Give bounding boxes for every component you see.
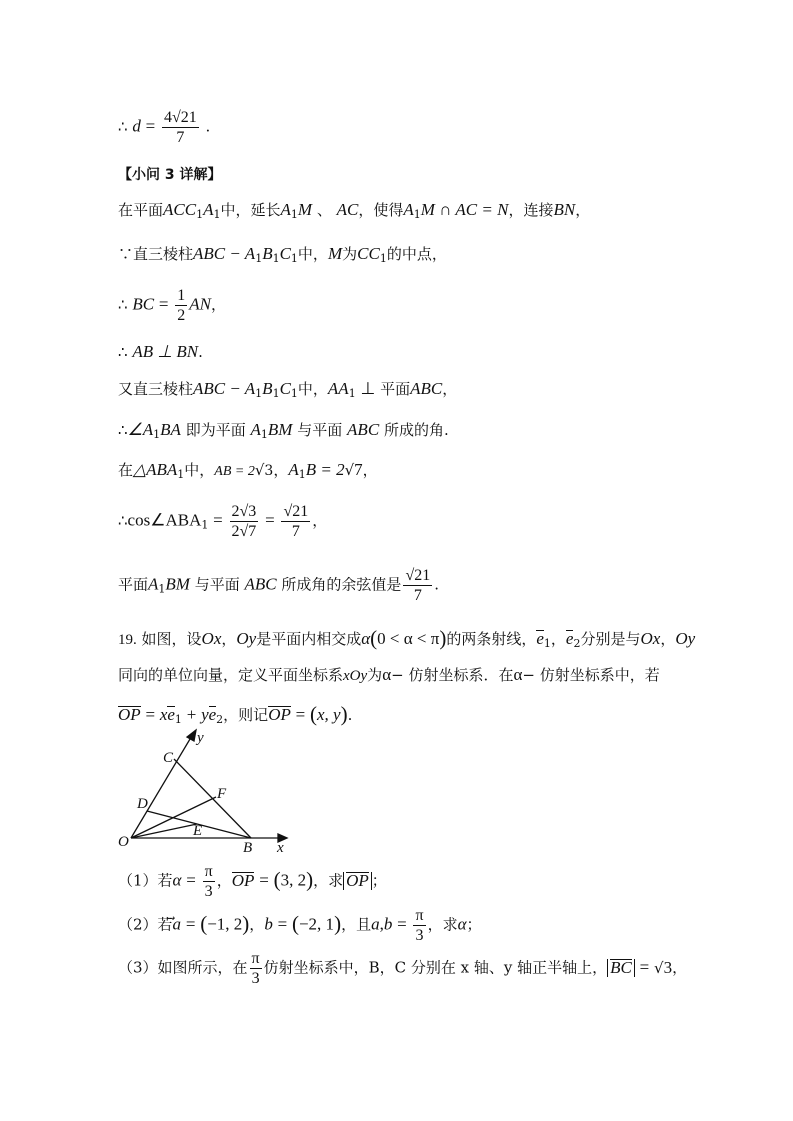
question-2 xyxy=(118,906,482,945)
m: A xyxy=(280,200,291,219)
t: . xyxy=(198,343,203,361)
t: . xyxy=(434,575,439,594)
m: 3, 2 xyxy=(280,870,307,890)
num: 2 xyxy=(231,503,240,520)
plus: + xyxy=(186,705,197,724)
eq: = xyxy=(277,914,288,934)
sub: 1 xyxy=(290,387,298,400)
radicand: 21 xyxy=(292,503,309,520)
text-line-6 xyxy=(118,342,203,362)
t: ， xyxy=(273,461,289,479)
question-1 xyxy=(118,862,387,901)
label-x: x xyxy=(277,840,284,856)
t: − 仿射坐标系．在 xyxy=(391,666,514,684)
section-heading: 【小问 3 详解】 xyxy=(118,167,222,183)
conclusion-d xyxy=(118,108,210,147)
t: 同向的单位向量，定义平面坐标系 xyxy=(118,666,344,684)
m: A xyxy=(148,574,159,594)
m: A xyxy=(250,420,261,439)
sub: 2 xyxy=(573,637,581,650)
t: 为 xyxy=(367,666,383,684)
t: ，求 xyxy=(313,871,344,890)
radicand: 21 xyxy=(180,109,197,126)
t: ， xyxy=(575,201,591,219)
t: 在 xyxy=(118,461,134,479)
radicand: 3 xyxy=(663,957,673,977)
period: . xyxy=(205,117,211,136)
sub: 1 xyxy=(272,387,280,400)
frac-sqrt21-7: $\frac{√21}{7}$ xyxy=(283,503,309,540)
eq: = xyxy=(213,510,223,530)
sub: 1 xyxy=(272,252,280,265)
t: （1）若 xyxy=(118,871,173,890)
t: ， xyxy=(210,295,226,314)
radicand: 7 xyxy=(248,523,257,540)
t: ， xyxy=(660,630,676,648)
m: Ox xyxy=(640,629,661,648)
m: a xyxy=(371,914,380,934)
t: ，且 xyxy=(341,915,372,934)
t: （2）若 xyxy=(118,915,173,934)
label-y: y xyxy=(197,730,204,746)
t: 中， xyxy=(184,461,215,479)
t: ， xyxy=(672,958,688,977)
vec-op: OP xyxy=(268,705,291,724)
eq: = xyxy=(397,914,407,934)
num: π xyxy=(415,907,424,924)
frac-pi-3 xyxy=(413,906,425,945)
t: ，则记 xyxy=(223,706,269,724)
t: 平面 xyxy=(380,380,411,398)
text-line-7 xyxy=(118,378,457,400)
m: ABC − A xyxy=(193,379,256,398)
paren: ) xyxy=(242,911,250,936)
text-line-10 xyxy=(118,502,327,541)
vec-op: OP xyxy=(118,705,141,724)
eq: = xyxy=(186,870,196,890)
frac-sqrt21-7: $\frac{√21}{7}$ xyxy=(405,567,431,604)
t: 为 xyxy=(342,245,358,263)
paren: ) xyxy=(439,626,447,650)
m: y xyxy=(201,705,209,724)
sub: 1 xyxy=(255,387,263,400)
t: 的中点， xyxy=(386,245,447,263)
num: π xyxy=(251,950,260,967)
radicand: 21 xyxy=(414,567,431,584)
paren: ( xyxy=(273,867,281,892)
t: 中， xyxy=(297,245,328,263)
vec-e1: e xyxy=(536,629,544,648)
paren: ) xyxy=(334,911,342,936)
text-line-9 xyxy=(118,459,378,481)
t: ，使得 xyxy=(358,201,404,219)
den: 3 xyxy=(415,927,424,944)
t: 平面 xyxy=(118,575,149,594)
t: 的两条射线， xyxy=(446,630,537,648)
vec-e1: e xyxy=(167,705,175,724)
m: A xyxy=(403,200,414,219)
t: （3）如图所示，在 xyxy=(118,958,248,977)
text-line-5 xyxy=(118,286,226,325)
paren: ( xyxy=(370,626,378,650)
paren: ) xyxy=(340,702,348,726)
label-C: C xyxy=(163,750,174,766)
t: 如图，设 xyxy=(141,630,202,648)
m: Ox xyxy=(201,629,222,648)
m: B xyxy=(262,379,273,398)
y-axis-arrow-icon xyxy=(187,730,196,741)
m: 0 < α < π xyxy=(377,629,440,648)
sub: 1 xyxy=(213,208,221,221)
t: 又直三棱柱 xyxy=(118,380,194,398)
sub: 1 xyxy=(298,468,306,481)
eq: = xyxy=(265,510,275,530)
sqrt-3: √3 xyxy=(254,461,274,479)
paren: ) xyxy=(306,867,314,892)
sub: 1 xyxy=(543,637,551,650)
t: ， xyxy=(221,630,237,648)
m: AC xyxy=(336,200,359,219)
m: α xyxy=(457,914,467,934)
m: M xyxy=(297,200,313,219)
text-line-4 xyxy=(118,243,447,265)
t: 与平面 xyxy=(194,575,240,594)
eq: = xyxy=(158,294,169,314)
eq: = xyxy=(145,116,156,136)
m: −1, 2 xyxy=(207,914,243,934)
text-line-11 xyxy=(118,566,439,605)
den: 7 xyxy=(413,587,422,604)
m: ABC xyxy=(410,379,443,398)
label-D: D xyxy=(137,796,148,812)
paren: ( xyxy=(200,911,208,936)
eq: = xyxy=(639,957,650,977)
vec-e2: e xyxy=(565,629,574,648)
sub: 1 xyxy=(177,468,185,481)
vec-bc: BC xyxy=(610,957,632,977)
frac-pi-3 xyxy=(250,949,262,988)
m: ABC − A xyxy=(193,244,256,263)
sub: 1 xyxy=(153,428,161,441)
label-O: O xyxy=(118,834,129,850)
m: BM xyxy=(165,574,190,594)
m: cos∠ABA xyxy=(127,510,202,530)
frac-4sqrt21-7 xyxy=(162,108,199,147)
t: 中，延长 xyxy=(220,201,281,219)
t: 分别是与 xyxy=(580,630,641,648)
m: BA xyxy=(160,420,181,439)
m: ABC xyxy=(244,574,277,594)
frac-pi-3 xyxy=(203,862,215,901)
vec-op: OP xyxy=(231,870,255,890)
t: 中， xyxy=(297,380,328,398)
m: △ABA xyxy=(133,460,178,479)
eq: = xyxy=(259,870,269,890)
sqrt-3: √3 xyxy=(654,957,673,977)
var-d: d xyxy=(132,116,141,136)
sub: 1 xyxy=(260,428,268,441)
m: A xyxy=(203,200,214,219)
m: AB ⊥ BN xyxy=(132,342,199,361)
sub: 1 xyxy=(379,252,387,265)
therefore-symbol: ∴ xyxy=(118,511,128,530)
t: 直三棱柱 xyxy=(133,245,194,263)
m: B = 2 xyxy=(305,460,345,479)
m: BM xyxy=(267,420,293,439)
frac-1-2 xyxy=(175,286,187,325)
m: AA xyxy=(327,379,349,398)
den: 7 xyxy=(291,523,300,540)
radicand: 3 xyxy=(248,503,257,520)
problem-19-line-1 xyxy=(118,626,695,651)
num: 4 xyxy=(163,109,172,126)
num: π xyxy=(204,863,213,880)
vec-e2: e xyxy=(208,705,217,724)
den: 7 xyxy=(176,129,185,146)
segment-OE xyxy=(131,824,197,838)
den: 2 xyxy=(231,523,240,540)
m: α xyxy=(382,665,392,684)
den: 3 xyxy=(251,970,260,987)
t: ，连接 xyxy=(508,201,554,219)
label-E: E xyxy=(193,823,203,839)
t: ， xyxy=(362,461,378,479)
radicand: 3 xyxy=(264,463,274,479)
sub: 1 xyxy=(201,518,209,532)
t: 所成的角. xyxy=(383,421,449,439)
sqrt-7: √7 xyxy=(344,460,363,479)
abs-op xyxy=(343,872,372,890)
m: C xyxy=(279,379,291,398)
m: AN xyxy=(189,294,211,314)
comma: , xyxy=(379,914,384,934)
therefore-symbol: ∴ xyxy=(118,295,128,314)
eq: = xyxy=(295,705,306,724)
sub: 1 xyxy=(255,252,263,265)
t: ； xyxy=(371,871,387,890)
t: 所成角的余弦值是 xyxy=(281,575,402,594)
t: 在平面 xyxy=(118,201,164,219)
den: 2 xyxy=(177,307,186,324)
t: . xyxy=(347,706,353,724)
m: Oy xyxy=(675,629,696,648)
t: − 仿射坐标系中，若 xyxy=(522,666,660,684)
paren: ( xyxy=(291,911,299,936)
vec-a-letter: a xyxy=(172,914,182,934)
sub: 1 xyxy=(290,208,298,221)
t: ， xyxy=(312,511,328,530)
m: α xyxy=(513,665,523,684)
m: x, y xyxy=(317,705,341,724)
label-B: B xyxy=(243,840,253,856)
m: x xyxy=(159,705,168,724)
m: BC xyxy=(132,294,155,314)
therefore-symbol: ∴ xyxy=(118,343,128,361)
text-line-3 xyxy=(118,199,590,221)
m: xOy xyxy=(343,668,368,684)
sub: 1 xyxy=(413,208,421,221)
m: b xyxy=(383,914,393,934)
m: ∠A xyxy=(127,420,154,439)
m: α xyxy=(361,629,371,648)
t: ， xyxy=(550,630,566,648)
abs-bc xyxy=(607,959,635,977)
m: C xyxy=(279,244,291,263)
m: −2, 1 xyxy=(298,914,335,934)
sub: 1 xyxy=(174,713,182,726)
question-3 xyxy=(118,949,687,988)
affine-coordinate-figure xyxy=(115,728,295,856)
m: BN xyxy=(553,200,576,219)
t: ，求 xyxy=(427,915,458,934)
problem-number: 19. xyxy=(118,632,137,648)
sqrt-21: √21 xyxy=(171,109,197,126)
m: A xyxy=(288,460,299,479)
m: AB = 2 xyxy=(214,464,255,479)
problem-19-line-2 xyxy=(118,664,660,685)
frac-2sqrt3-2sqrt7: $\frac{2√3}{2√7}$ xyxy=(231,503,257,540)
sub: 1 xyxy=(196,208,204,221)
m: CC xyxy=(357,244,380,263)
t: ， xyxy=(216,871,232,890)
eq: = xyxy=(185,914,196,934)
m: ABC xyxy=(347,420,380,439)
sub: 2 xyxy=(216,713,224,726)
because-symbol: ∵ xyxy=(118,245,134,263)
t: 即为平面 xyxy=(185,421,246,439)
t: 是平面内相交成 xyxy=(256,630,362,648)
radicand: 7 xyxy=(354,460,363,479)
therefore-symbol: ∴ xyxy=(118,421,128,439)
m: M ∩ AC = N xyxy=(420,200,509,219)
sub: 1 xyxy=(348,387,356,400)
eq: = xyxy=(145,705,156,724)
m: α xyxy=(172,870,182,890)
sub: 1 xyxy=(158,582,166,596)
vec-a xyxy=(173,915,182,934)
label-F: F xyxy=(217,786,227,802)
m: ACC xyxy=(163,200,197,219)
paren: ( xyxy=(310,702,318,726)
problem-19-line-3 xyxy=(118,702,352,727)
t: ； xyxy=(466,915,482,934)
m: B xyxy=(262,244,273,263)
t: ， xyxy=(249,915,265,934)
den: 3 xyxy=(204,883,213,900)
num: 1 xyxy=(177,287,186,304)
vec-op: OP xyxy=(346,870,369,890)
t: 与平面 xyxy=(297,421,343,439)
sub: 1 xyxy=(290,252,298,265)
t: ， xyxy=(442,380,458,398)
therefore-symbol: ∴ xyxy=(118,117,128,136)
m: Oy xyxy=(236,629,257,648)
m: M xyxy=(327,244,343,263)
vec-b: b xyxy=(264,914,273,934)
text-line-8 xyxy=(118,419,449,441)
t: 、 xyxy=(316,201,332,219)
t: 仿射坐标系中，B，C 分别在 x 轴、y 轴正半轴上， xyxy=(263,958,608,977)
m: ⊥ xyxy=(360,379,376,398)
